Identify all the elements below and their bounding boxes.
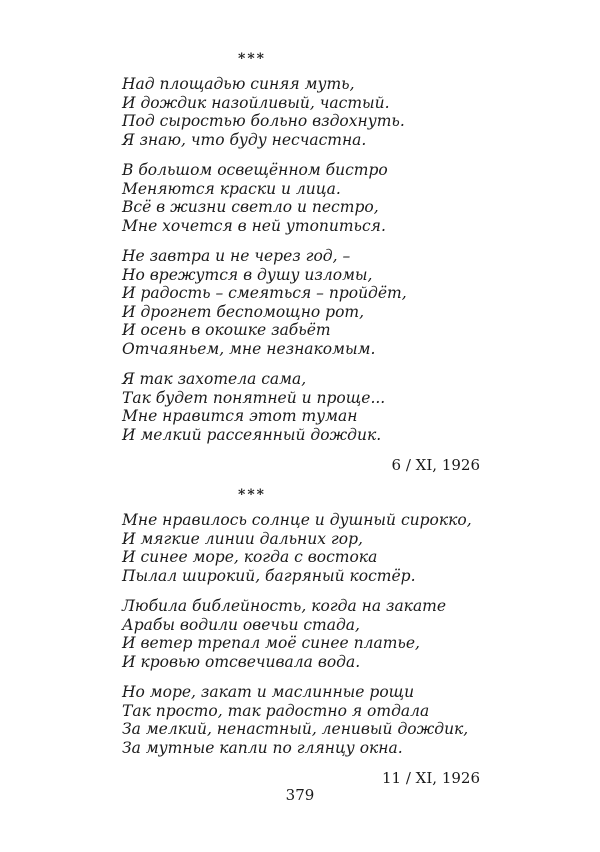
poem-2 xyxy=(122,488,480,787)
poem-line: И мягкие линии дальних гор, xyxy=(122,529,363,548)
poem-line: Но море, закат и маслинные рощи xyxy=(122,683,415,701)
stanza xyxy=(122,247,480,358)
poem-line: И дождик назойливый, частый. xyxy=(122,93,390,112)
poem-line: Мне нравится этот туман xyxy=(122,407,358,425)
poem-line: И ветер трепал моё синее платье, xyxy=(122,634,420,652)
page-number: 379 xyxy=(285,786,315,804)
poem-line: И радость – смеяться – пройдёт, xyxy=(122,284,407,302)
stanza xyxy=(122,683,480,757)
poem-line: Над площадью синяя муть, xyxy=(122,75,355,93)
poem-line: Всё в жизни светло и пестро, xyxy=(122,198,379,216)
poem-date: 11 / XI, 1926 xyxy=(382,769,480,787)
poem-line: И синее море, когда с востока xyxy=(122,548,378,566)
poem-line: Я знаю, что буду несчастна. xyxy=(122,130,367,149)
poem-line: Отчаяньем, мне незнакомым. xyxy=(122,339,376,358)
poem-line: Но врежутся в душу изломы, xyxy=(122,265,373,284)
poem-line: Так просто, так радостно я отдала xyxy=(122,701,430,720)
poem-line: Под сыростью больно вздохнуть. xyxy=(122,112,405,130)
stanza xyxy=(122,370,480,444)
stanza xyxy=(122,597,480,671)
stanza xyxy=(122,511,480,585)
stanza xyxy=(122,161,480,235)
poem-line: За мутные капли по глянцу окна. xyxy=(122,738,403,757)
poem-line: Мне хочется в ней утопиться. xyxy=(122,216,386,235)
poem-line: Пылал широкий, багряный костёр. xyxy=(122,566,416,585)
stanza xyxy=(122,75,480,149)
asterisk-separator: *** xyxy=(238,51,266,67)
poem-line: Я так захотела сама, xyxy=(122,370,307,388)
poem-line: И осень в окошке забьёт xyxy=(122,321,331,339)
poem-line: Арабы водили овечьи стада, xyxy=(122,615,360,634)
poem-line: Меняются краски и лица. xyxy=(122,179,341,198)
poem-line: Мне нравилось солнце и душный сирокко, xyxy=(122,511,472,529)
poem-line: И кровью отсвечивала вода. xyxy=(122,652,361,671)
asterisk-separator: *** xyxy=(238,487,266,503)
poem-line: В большом освещённом бистро xyxy=(122,161,388,179)
poem-line: Любила библейность, когда на закате xyxy=(122,597,447,615)
poem-1 xyxy=(122,52,480,474)
poem-line: И мелкий рассеянный дождик. xyxy=(122,425,382,444)
poem-line: Не завтра и не через год, – xyxy=(122,247,351,265)
poem-date: 6 / XI, 1926 xyxy=(391,456,480,474)
poem-line: И дрогнет беспомощно рот, xyxy=(122,302,365,321)
poems-content xyxy=(122,52,480,787)
poem-line: За мелкий, ненастный, ленивый дождик, xyxy=(122,720,469,738)
poem-line: Так будет понятней и проще... xyxy=(122,388,386,407)
